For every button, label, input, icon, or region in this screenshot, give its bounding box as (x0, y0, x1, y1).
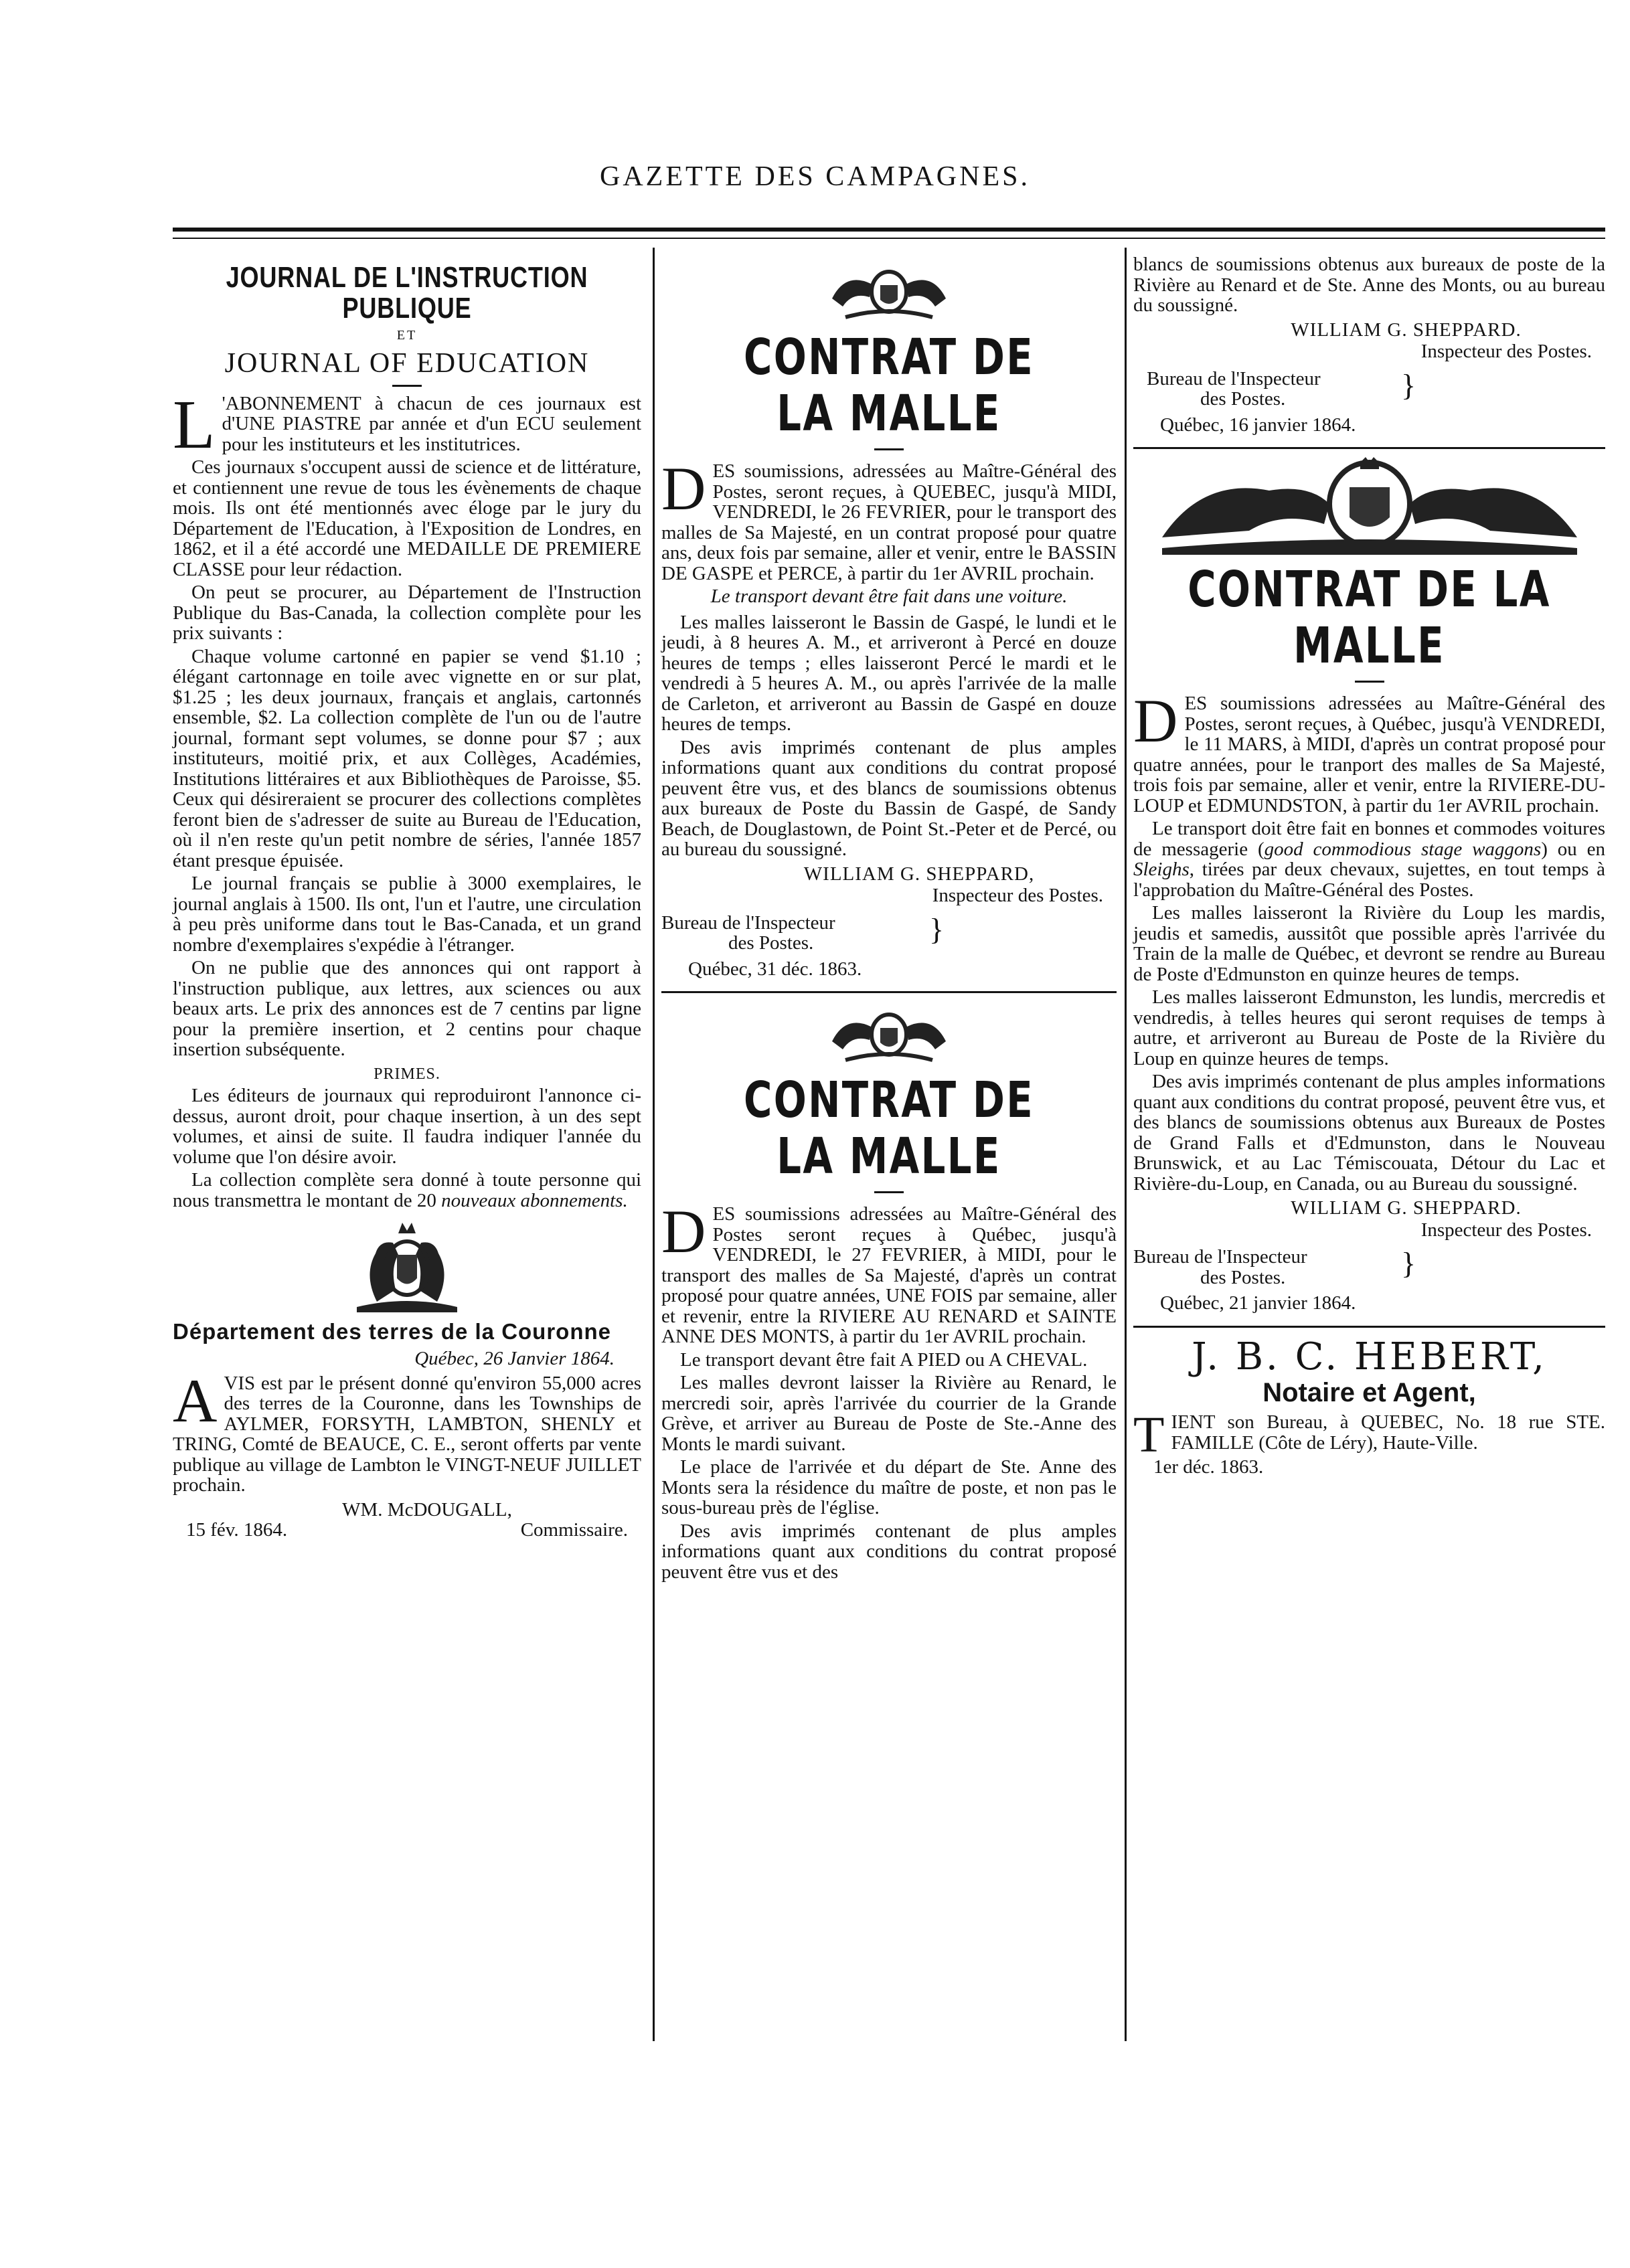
collection-italic: nouveaux abonnements. (441, 1189, 628, 1211)
contrat2-paragraph (661, 1197, 1117, 1347)
signature-sheppard-3: WILLIAM G. SHEPPARD. (1291, 1197, 1522, 1219)
bureau-block-2 (1133, 369, 1605, 410)
brace-icon: } (1401, 367, 1416, 402)
dept-date: Québec, 26 Janvier 1864. (414, 1348, 615, 1369)
contrat3-transport (1133, 818, 1605, 900)
contrat-heading-1: CONTRAT DE LA MALLE (744, 329, 1034, 442)
signature-title-3: Inspecteur des Postes. (1420, 1219, 1592, 1241)
avis-title: Commissaire. (520, 1519, 628, 1541)
abonnement-text: 'ABONNEMENT à chacun de ces journaux est d'UNE PIASTRE par année et d'un ECU seulement pour les instituteurs et les institutrices. (222, 392, 641, 455)
journal-et: ET (396, 328, 418, 343)
section-separator (1133, 447, 1605, 449)
bureau-line-2: des Postes. (1200, 1266, 1286, 1288)
contrat1-avis: Des avis imprimés contenant de plus amples informations quant aux conditions du contrat proposé peuvent être vus, et des blancs de soumissions obtenus aux bureaux de Poste du Bassin de Gaspé, de Sandy Beach, de Douglastown, de Point St.-Peter et de Percé, ou au bureau du soussigné. (661, 736, 1117, 860)
column-3 (1133, 254, 1605, 1478)
bureau-block-1 (661, 913, 1117, 954)
crest-ornament-icon (819, 258, 959, 325)
dept-heading: Département des terres de la Couronne (173, 1319, 612, 1344)
bureau-line-1: Bureau de l'Inspecteur (1133, 1246, 1307, 1268)
royal-coat-of-arms-icon (337, 1215, 477, 1315)
paragraph-procurer: On peut se procurer, au Département de l'Instruction Publique du Bas-Canada, la collection complète pour les prix suivants : (173, 582, 641, 644)
contrat3-text: ES soumissions adressées au Maître-Général des Postes, seront reçues, à Québec, jusqu'à VENDREDI, le 11 MARS, à MIDI, d'après un contrat proposé pour quatre années, pour le tranport des malles de Sa Majesté, trois fois par semaine, aller et venir, entre la RIVIERE-DU-LOUP et EDMUNDSTON, à partir du 1er AVRIL prochain. (1133, 693, 1605, 816)
brace-icon: } (929, 911, 945, 946)
column-rule-1 (653, 248, 655, 2041)
transport-italic-2: Sleighs (1133, 859, 1190, 880)
contrat2-avis: Des avis imprimés contenant de plus amples informations quant aux conditions du contrat proposé peuvent être vus et des (661, 1520, 1117, 1583)
contrat3-malles-1: Les malles laisseront la Rivière du Loup les mardis, jeudis et samedis, aussitôt que possible après l'arrivée du Train de la malle de Québec, et devront se rendre au Bureau de Poste d'Edmunston en quinze heures de temps. (1133, 902, 1605, 985)
hebert-text: IENT son Bureau, à QUEBEC, No. 18 rue STE. FAMILLE (Côte de Léry), Haute-Ville. (1171, 1411, 1605, 1454)
hebert-title: Notaire et Agent, (1262, 1377, 1476, 1407)
contrat2-text: ES soumissions adressées au Maître-Général des Postes seront reçues à Québec, jusqu'à VENDREDI, le 27 FEVRIER, à MIDI, pour le transport des malles de Sa Majesté, d'après un contrat proposé pour quatre années, UNE FOIS par semaine, aller et revenir, entre la RIVIERE AU RENARD et SAINTE ANNE DES MONTS, à partir du 1er AVRIL prochain. (661, 1203, 1117, 1347)
paragraph-annonces: On ne publie que des annonces qui ont rapport à l'instruction publique, aux lettres, aux sciences ou aux beaux arts. Le prix des annonces est de 7 centins par ligne pour la première insertion, et 2 centins pour chaque insertion subséquente. (173, 957, 641, 1060)
contrat1-malles: Les malles laisseront le Bassin de Gaspé, le lundi et le jeudi, à 8 heures A. M., et arriveront à Percé en douze heures de temps ; elles laisseront Percé le mardi et le vendredi à 5 heures A. M., ou après l'arrivée de la malle de Carleton, et arriveront au Bassin de Gaspé en douze heures de temps. (661, 611, 1117, 735)
journal-title-english: JOURNAL OF EDUCATION (224, 347, 590, 379)
contrat1-paragraph (661, 454, 1117, 584)
dropcap-a: A (173, 1366, 218, 1435)
contrat2-place: Le place de l'arrivée et du départ de Ste. Anne des Monts sera la résidence du maître de poste, et non pas le sous-bureau près de l'église. (661, 1456, 1117, 1518)
column-1 (173, 254, 641, 1541)
dropcap-d: D (661, 1197, 706, 1266)
hebert-paragraph (1133, 1407, 1605, 1463)
masthead-rule-thick (173, 228, 1605, 232)
section-separator (1133, 1326, 1605, 1328)
brace-icon: } (1401, 1246, 1416, 1280)
avis-text: VIS est par le présent donné qu'environ 55,000 acres des terres de la Couronne, dans les Townships de AYLMER, FORSYTH, LAMBTON, SHENLY et TRING, Comté de BEAUCE, C. E., seront offerts par vente publique au village de Lambton le VINGT-NEUF JUILLET prochain. (173, 1372, 641, 1496)
divider-dash (392, 385, 422, 387)
contrat2-transport: Le transport devant être fait A PIED ou A CHEVAL. (680, 1348, 1088, 1371)
contrat3-avis: Des avis imprimés contenant de plus amples informations quant aux conditions du contrat proposé, peuvent être vus, et des blancs de soumissions obtenus aux Bureaux de Postes de Grand Falls et d'Edmunston, dans le Nouveau Brunswick, et au Lac Témiscouata, Détour du Lac et Rivière-du-Loup, en Canada, ou au Bureau du soussigné. (1133, 1071, 1605, 1195)
transport-text-3: , tirées par deux chevaux, sujettes, en tout temps à l'approbation du Maître-Général des Postes. (1133, 859, 1605, 901)
paragraph-prices: Chaque volume cartonné en papier se vend $1.10 ; élégant cartonnage en toile avec vignette en or sur plat, $1.25 ; les deux journaux, français et anglais, cartonnés ensemble, $2. La collection complète de l'un ou de l'autre journal, formant sept volumes, se donne pour $7 ; aux instituteurs, moitié prix, et aux Collèges, Académies, Institutions littéraires et aux Bibliothèques de Paroisse, $5. Ceux qui désireraient se procurer des collections complètes feront bien de s'adresser de suite au Bureau de l'Education, où il n'en reste qu'un petit nombre de séries, l'année 1857 étant presque épuisée. (173, 645, 641, 871)
bureau-block-3 (1133, 1247, 1605, 1288)
hebert-date: 1er déc. 1863. (1153, 1456, 1264, 1478)
masthead-rule-thin (173, 238, 1605, 239)
bureau-line-1: Bureau de l'Inspecteur (661, 911, 835, 934)
paragraph-circulation: Le journal français se publie à 3000 exemplaires, le journal anglais à 1500. Ils ont, l'un et l'autre, une circulation à peu près uniforme dans tout le Bas-Canada, et un grand nombre d'exemplaires s'expédie à l'étranger. (173, 873, 641, 956)
section-separator (661, 991, 1117, 993)
column-rule-2 (1125, 248, 1127, 2041)
signature-sheppard-2: WILLIAM G. SHEPPARD. (1291, 319, 1522, 341)
signature-title-2: Inspecteur des Postes. (1420, 341, 1592, 362)
divider-dash (874, 448, 904, 450)
dropcap-t: T (1133, 1407, 1165, 1463)
avis-date: 15 fév. 1864. (186, 1519, 288, 1541)
avis-footer (186, 1520, 628, 1541)
contrat-heading-3: CONTRAT DE LA MALLE (1188, 561, 1551, 675)
dropcap-d: D (1133, 687, 1178, 755)
contrat1-date: Québec, 31 déc. 1863. (688, 958, 862, 980)
hebert-name: J. B. C. HEBERT, (1192, 1334, 1547, 1379)
masthead: GAZETTE DES CAMPAGNES. (600, 161, 1030, 192)
signature-sheppard-1: WILLIAM G. SHEPPARD, (803, 863, 1035, 885)
paragraph-collection (173, 1170, 641, 1211)
continued-paragraph: blancs de soumissions obtenus aux bureaux de poste de la Rivière au Renard et de Ste. Anne des Monts, ou au bureau du soussigné. (1133, 254, 1605, 316)
abonnement-paragraph (173, 385, 641, 463)
journal-title: JOURNAL DE L'INSTRUCTION PUBLIQUE (226, 261, 588, 325)
contrat3-paragraph (1133, 687, 1605, 816)
contrat-heading-2: CONTRAT DE LA MALLE (744, 1071, 1034, 1185)
collection-text: La collection complète sera donné à toute personne qui nous transmettra le montant de 20 (173, 1169, 641, 1211)
primes-heading: PRIMES. (374, 1065, 440, 1083)
bureau-line-2: des Postes. (1200, 388, 1286, 410)
dropcap-l: L (173, 385, 216, 463)
date-21-janvier: Québec, 21 janvier 1864. (1160, 1292, 1356, 1314)
bureau-line-1: Bureau de l'Inspecteur (1147, 367, 1321, 389)
contrat2-malles: Les malles devront laisser la Rivière au Renard, le mercredi soir, après l'arrivée du courrier de la Grande Grève, et arriver au Bureau de Poste de Ste.-Anne des Monts le mardi suivant. (661, 1372, 1117, 1455)
avis-paragraph (173, 1366, 641, 1496)
paragraph-science: Ces journaux s'occupent aussi de science et de littérature, et contiennent une revue de tous les évènements de chaque mois. Ils ont été mentionnés avec éloge par le jury du Département de l'Education, à l'Exposition de Londres, en 1862, et il a été accordé une MEDAILLE DE PREMIERE CLASSE pour leur rédaction. (173, 456, 641, 580)
contrat3-malles-2: Les malles laisseront Edmunston, les lundis, mercredis et vendredis, à telles heures qui seront requises de temps à autre, et arriveront au Bureau de Poste de la Rivière du Loup en quinze heures de temps. (1133, 986, 1605, 1069)
date-16-janvier: Québec, 16 janvier 1864. (1160, 414, 1356, 436)
transport-text-1: Le transport doit être fait en bonnes et commodes voitures de messagerie ( (1133, 818, 1605, 860)
divider-dash (1355, 681, 1384, 683)
royal-crest-banner-icon (1149, 457, 1591, 557)
dropcap-d: D (661, 454, 706, 523)
column-2 (661, 254, 1117, 1585)
transport-italic-1: good commodious stage waggons (1264, 838, 1542, 860)
avis-signature: WM. McDOUGALL, (342, 1498, 512, 1520)
crest-ornament-icon (819, 1001, 959, 1068)
contrat1-text: ES soumissions, adressées au Maître-Général des Postes, seront reçues, à QUEBEC, jusqu'à MIDI, VENDREDI, le 26 FEVRIER, pour le transport des malles de Sa Majesté, en un contrat proposé pour quatre ans, deux fois par semaine, aller et venir, entre le BASSIN DE GASPE et PERCE, à partir du 1er AVRIL prochain. (661, 460, 1117, 584)
bureau-line-2: des Postes. (728, 932, 814, 954)
signature-title-1: Inspecteur des Postes. (932, 885, 1103, 906)
transport-text-2: ) ou en (1541, 838, 1606, 860)
divider-dash (874, 1191, 904, 1193)
paragraph-primes: Les éditeurs de journaux qui reproduiront l'annonce ci-dessus, auront droit, pour chaque insertion, à un des sept volumes, et ainsi de suite. Il faudra indiquer l'année du volume que l'on désire avoir. (173, 1085, 641, 1168)
contrat1-italic-note: Le transport devant être fait dans une voiture. (710, 586, 1068, 607)
